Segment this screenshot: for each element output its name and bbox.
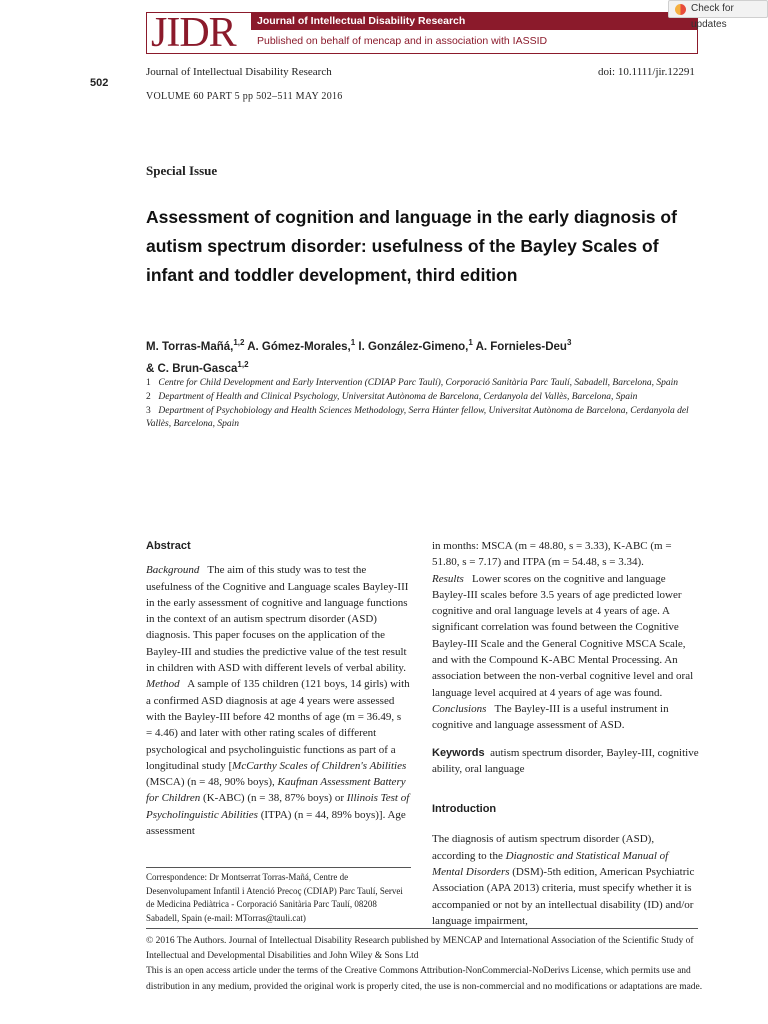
check-for-updates-label: Check for updates bbox=[691, 3, 734, 30]
correspondence-divider bbox=[146, 867, 411, 868]
abstract-heading: Abstract bbox=[146, 540, 191, 552]
abstract-conclusions: Conclusions The Bayley-III is a useful instrument in cognitive and language assessment of ASD. bbox=[432, 702, 669, 732]
author-affiliation-sup: 3 bbox=[566, 338, 572, 347]
abstract-left-column bbox=[146, 538, 410, 839]
keywords: Keywords autism spectrum disorder, Bayley-III, cognitive ability, oral language bbox=[432, 746, 699, 775]
introduction-text: The diagnosis of autism spectrum disorder (ASD), according to the Diagnostic and Statistical Manual of Mental Disorders (DSM)-5th edition, American Psychiatric Association (APA 2013) criteria, must specify whether it is accompanied or not by an intellectual disability (ID) and/or language impairment, bbox=[432, 833, 695, 927]
journal-name: Journal of Intellectual Disability Research bbox=[146, 66, 332, 78]
correspondence-note: Correspondence: Dr Montserrat Torras-Mañá, Centre de Desenvolupament Infantil i Atenció Precoç (CDIAP) Parc Taulí, Servei de Medicina Pediàtrica - Corporació Sanitària Parc Taulí, 08208 Sabadell, Spain (e-mail: MTorras@tauli.cat) bbox=[146, 872, 403, 923]
author: I. González-Gimeno, bbox=[358, 340, 469, 353]
article-title: Assessment of cognition and language in the early diagnosis of autism spectrum disorder: usefulness of the Bayley Scales of infant and toddler development, third edition bbox=[146, 207, 677, 285]
affiliation: 2 Department of Health and Clinical Psychology, Universitat Autònoma de Barcelona, Cerdanyola del Vallès, Barcelona, Spain bbox=[146, 392, 638, 402]
abstract-right-column bbox=[432, 538, 700, 929]
journal-banner bbox=[146, 12, 698, 54]
introduction-heading: Introduction bbox=[432, 803, 497, 816]
crossmark-icon bbox=[675, 4, 686, 15]
author: A. Gómez-Morales, bbox=[247, 340, 351, 353]
author-affiliation-sup: 1,2 bbox=[233, 338, 245, 347]
volume-line: VOLUME 60 PART 5 pp 502–511 MAY 2016 bbox=[146, 91, 343, 102]
author-affiliation-sup: 1 bbox=[350, 338, 356, 347]
abstract-continued: in months: MSCA (m = 48.80, s = 3.33), K-ABC (m = 51.80, s = 7.17) and ITPA (m = 54.48, s = 3.34). bbox=[432, 540, 672, 569]
author-affiliation-sup: 1,2 bbox=[237, 359, 249, 369]
page-number: 502 bbox=[90, 77, 109, 89]
doi-link[interactable]: doi: 10.1111/jir.12291 bbox=[598, 66, 695, 78]
author: M. Torras-Mañá, bbox=[146, 340, 234, 353]
journal-logo: JIDR bbox=[151, 10, 236, 56]
author: A. Fornieles-Deu bbox=[475, 340, 567, 353]
copyright-notice: © 2016 The Authors. Journal of Intellectual Disability Research published by MENCAP and International Association of the Scientific Study of Intellectual and Developmental Disabilities and John Wiley & Sons Ltd bbox=[146, 936, 694, 962]
affiliation: 1 Centre for Child Development and Early Intervention (CDIAP Parc Taulí), Corporació Sanitària Parc Taulí, Sabadell, Barcelona, Spain bbox=[146, 378, 679, 388]
affiliation: 3 Department of Psychobiology and Health Sciences Methodology, Serra Húnter fellow, Universitat Autònoma de Barcelona, Cerdanyola del Vallès, Barcelona, Spain bbox=[146, 406, 689, 429]
journal-banner-subline: Published on behalf of mencap and in association with IASSID bbox=[257, 35, 548, 47]
author: & C. Brun-Gasca bbox=[146, 362, 238, 375]
abstract-results: Results Lower scores on the cognitive and language Bayley-III scales before 3.5 years of age predicted lower cognitive and oral language levels at 4 years of age. A significant correlation was found between the Cognitive Bayley-III Scale and the General Cognitive MSCA Scale, and with the Compound K-ABC Mental Processing. An association between the non-verbal cognitive level and oral language level acquired at 4 years of age was found. bbox=[432, 572, 694, 699]
abstract-method: Method A sample of 135 children (121 boys, 14 girls) with a confirmed ASD diagnosis at age 4 years were assessed with the Bayley-III before 42 months of age (m = 36.49, s = 4.46) and later with other rating scales of different psychological and psycholinguistic functions as part of a longitudinal study [McCarthy Scales of Children's Abilities (MSCA) (n = 48, 90% boys), Kaufman Assessment Battery for Children (K-ABC) (n = 38, 87% boys) or Illinois Test of Psycholinguistic Abilities (ITPA) (n = 44, 89% boys)]. Age assessment bbox=[146, 678, 410, 838]
footer-divider bbox=[146, 928, 698, 929]
journal-banner-title: Journal of Intellectual Disability Research bbox=[251, 13, 697, 30]
author-affiliation-sup: 1 bbox=[468, 338, 473, 347]
abstract-background: Background The aim of this study was to test the usefulness of the Cognitive and Language scales Bayley-III in the early assessment of cognitive and language functions in the context of an autism spectrum disorder (ASD) diagnosis. This paper focuses on the application of the Bayley-III and studies the predictive value of the test result in children with ASD with different levels of verbal ability. bbox=[146, 564, 409, 675]
license-footer bbox=[146, 934, 706, 995]
section-label: Special Issue bbox=[146, 163, 218, 178]
author-list bbox=[146, 334, 706, 378]
check-for-updates-button[interactable] bbox=[668, 0, 768, 30]
license-notice: This is an open access article under the terms of the Creative Commons Attribution-NonCommercial-NoDerivs License, which permits use and distribution in any medium, provided the original work is properly cited, the use is non-commercial and no modifications or adaptations are made. bbox=[146, 966, 703, 992]
